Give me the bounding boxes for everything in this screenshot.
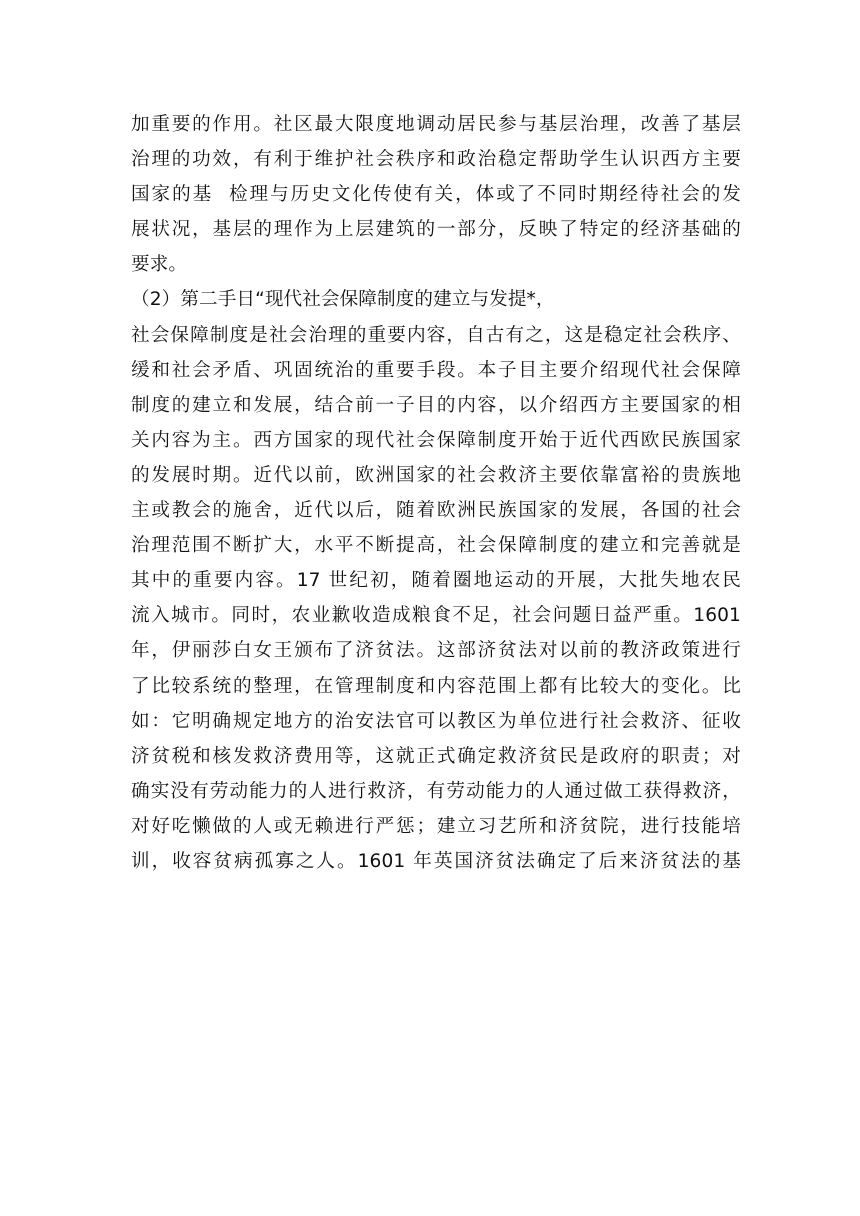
- section-heading: （2）第二手日“现代社会保障制度的建立与发提*，: [131, 289, 555, 311]
- text-line: 国家的基 检理与历史文化传使有关，体或了不同时期经待社会的发: [131, 184, 741, 206]
- text-line: 治理的功效，有利于维护社会秩序和政治稳定帮助学生认识西方主要: [131, 149, 741, 171]
- text-line: 济贫税和核发救济费用等，这就正式确定救济贫民是政府的职责；对: [131, 745, 741, 767]
- text-line: 主或教会的施舍，近代以后，随着欧洲民族国家的发展，各国的社会: [131, 500, 741, 522]
- text-line: 关内容为主。西方国家的现代社会保障制度开始于近代西欧民族国家: [131, 429, 741, 451]
- text-line: 要求。: [131, 254, 188, 276]
- text-line: 年，伊丽莎白女王颁布了济贫法。这部济贫法对以前的教济政策进行: [131, 640, 741, 662]
- text-line: 其中的重要内容。17 世纪初，随着圈地运动的开展，大批失地农民: [131, 570, 741, 592]
- body-text: [131, 107, 741, 879]
- text-line: 了比较系统的整理，在管理制度和内容范围上都有比较大的变化。比: [131, 675, 741, 697]
- text-line: 缓和社会矛盾、巩固统治的重要手段。本子目主要介绍现代社会保障: [131, 359, 741, 381]
- text-line: 对好吃懒做的人或无赖进行严惩；建立习艺所和济贫院，进行技能培: [131, 815, 741, 837]
- text-line: 治理范围不断扩大，水平不断提高，社会保障制度的建立和完善就是: [131, 535, 741, 557]
- text-line: 展状况，基层的理作为上层建筑的一部分，反映了特定的经济基础的: [131, 219, 741, 241]
- text-line: 的发展时期。近代以前，欧洲国家的社会救济主要依靠富裕的贵族地: [131, 464, 741, 486]
- text-line: 训，收容贫病孤寡之人。1601 年英国济贫法确定了后来济贫法的基: [131, 850, 741, 872]
- text-line: 确实没有劳动能力的人进行救济，有劳动能力的人通过做工获得救济，: [131, 780, 741, 802]
- text-line: 流入城市。同时，农业歉收造成粮食不足，社会问题日益严重。1601: [131, 605, 741, 627]
- text-line: 如：它明确规定地方的治安法官可以教区为单位进行社会救济、征收: [131, 710, 741, 732]
- text-line: 制度的建立和发展，结合前一子目的内容，以介绍西方主要国家的相: [131, 394, 741, 416]
- text-line: 社会保障制度是社会治理的重要内容，自古有之，这是稳定社会秩序、: [131, 324, 741, 346]
- text-line: 加重要的作用。社区最大限度地调动居民参与基层治理，改善了基层: [131, 114, 741, 135]
